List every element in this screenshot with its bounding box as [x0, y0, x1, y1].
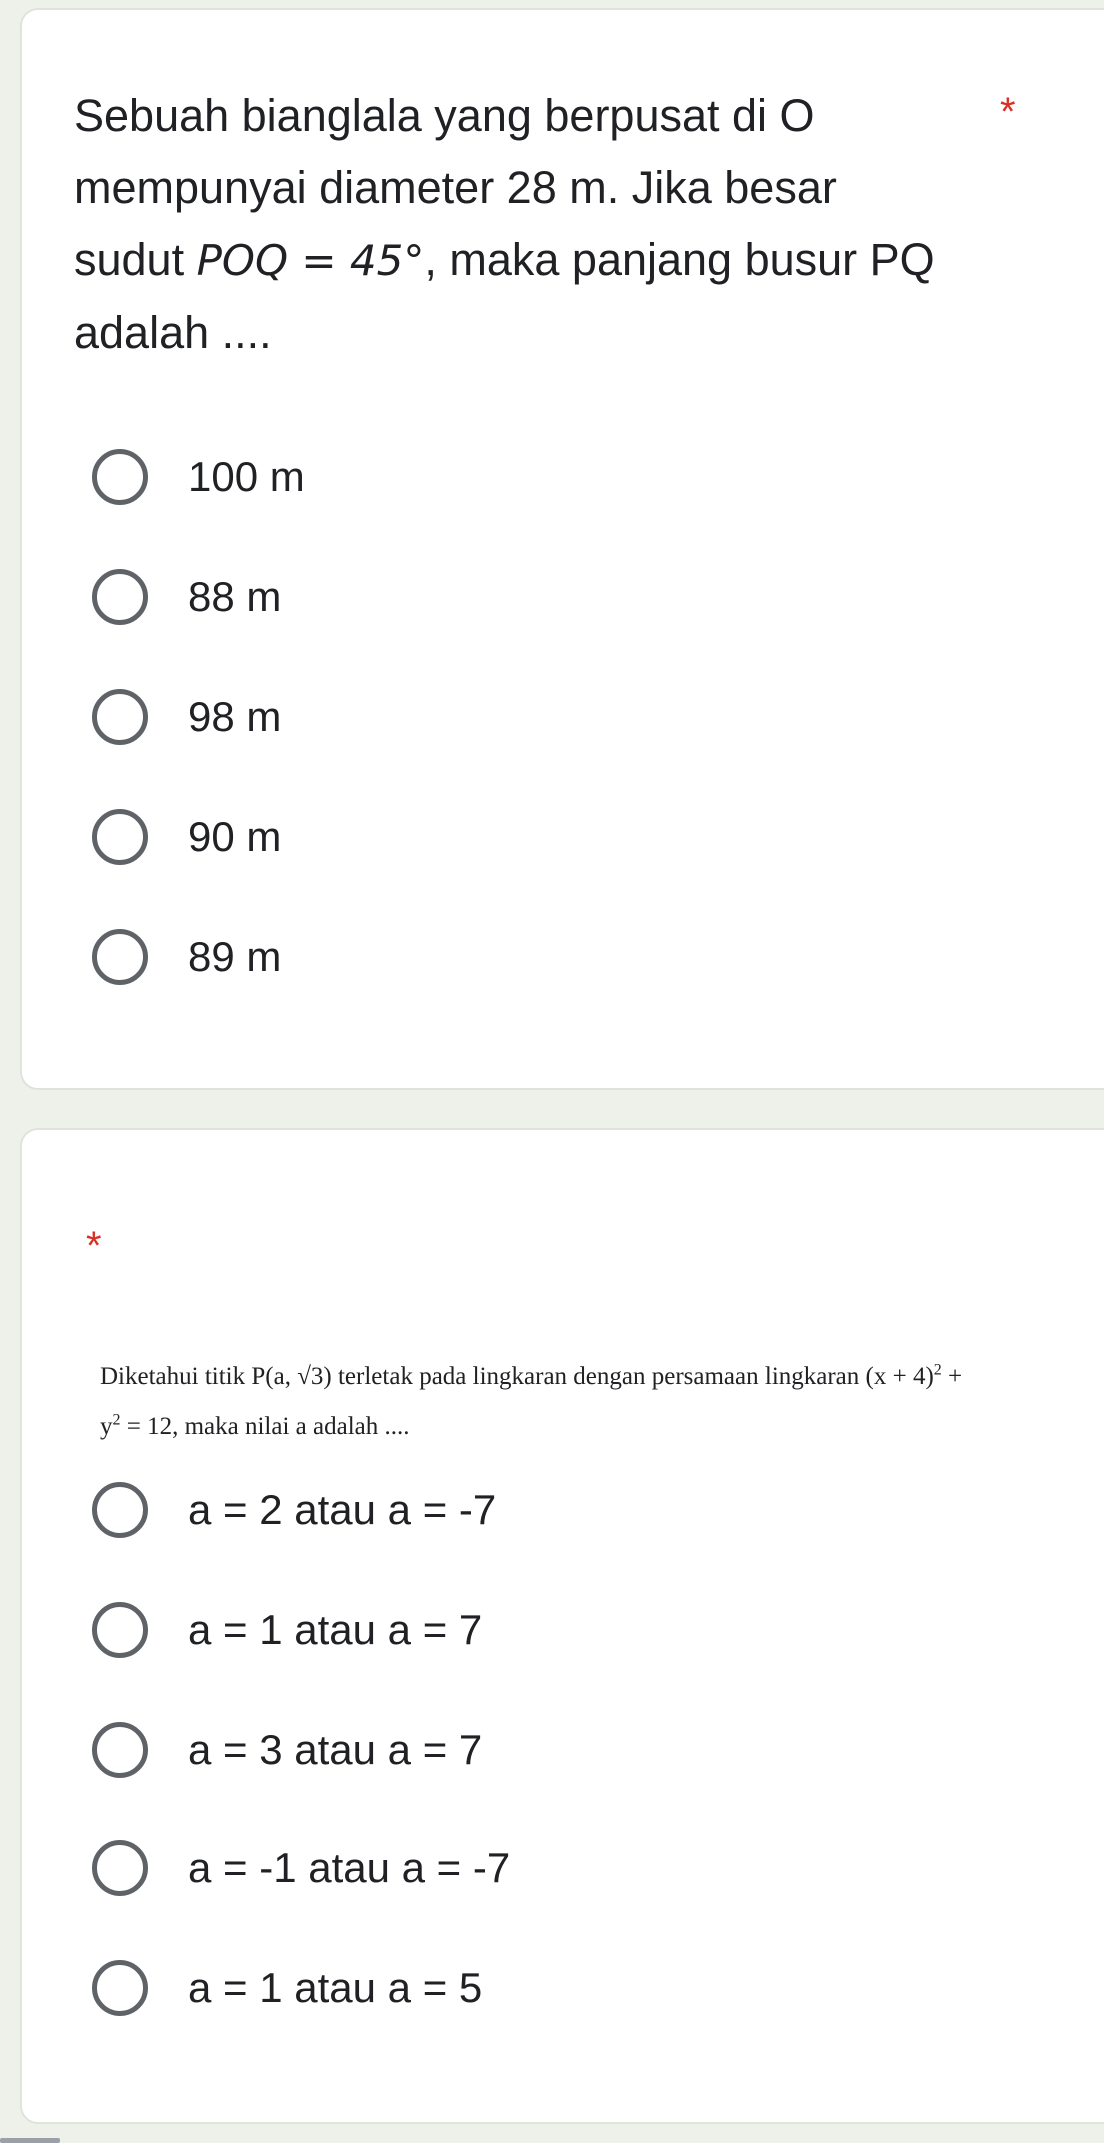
option-label: 89 m: [188, 933, 282, 980]
question-title-1: [74, 80, 994, 369]
radio-button-icon[interactable]: [92, 689, 148, 745]
radio-button-icon[interactable]: [92, 929, 148, 985]
exponent: 2: [112, 1411, 121, 1429]
radio-button-icon[interactable]: [92, 449, 148, 505]
radio-button-icon[interactable]: [92, 1722, 148, 1778]
question-2-line-1: Diketahui titik P(a, √3) terletak pada lingkaran dengan persamaan lingkaran (x + 4): [100, 1363, 934, 1390]
option-label: a = 1 atau a = 5: [188, 1964, 483, 2011]
question-1-line-3-pre: sudut: [74, 234, 197, 285]
radio-button-icon[interactable]: [92, 1482, 148, 1538]
option-a2-a-7[interactable]: [92, 1478, 496, 1542]
option-label: 98 m: [188, 693, 282, 740]
option-100m[interactable]: [92, 445, 305, 509]
option-a-1-a-7[interactable]: [92, 1836, 510, 1900]
question-title-2: [100, 1352, 1060, 1452]
radio-button-icon[interactable]: [92, 1840, 148, 1896]
option-label: a = 1 atau a = 7: [188, 1606, 483, 1653]
question-2-line-2: y: [100, 1413, 113, 1440]
required-asterisk: *: [1000, 90, 1016, 134]
option-89m[interactable]: [92, 925, 281, 989]
radio-button-icon[interactable]: [92, 1602, 148, 1658]
radio-button-icon[interactable]: [92, 1960, 148, 2016]
option-98m[interactable]: [92, 685, 281, 749]
option-label: 90 m: [188, 813, 282, 860]
option-label: a = -1 atau a = -7: [188, 1844, 511, 1891]
option-90m[interactable]: [92, 805, 281, 869]
question-1-line-3-post: , maka panjang busur PQ: [424, 234, 935, 285]
option-88m[interactable]: [92, 565, 281, 629]
question-1-line-2: mempunyai diameter 28 m. Jika besar: [74, 162, 837, 213]
option-label: 100 m: [188, 453, 305, 500]
question-1-line-1: Sebuah bianglala yang berpusat di O: [74, 90, 815, 141]
radio-button-icon[interactable]: [92, 569, 148, 625]
option-label: a = 2 atau a = -7: [188, 1486, 497, 1533]
option-a1-a5[interactable]: [92, 1956, 482, 2020]
question-1-line-4: adalah ....: [74, 307, 272, 358]
radio-button-icon[interactable]: [92, 809, 148, 865]
question-2-line-1-end: +: [941, 1363, 963, 1390]
option-label: 88 m: [188, 573, 282, 620]
option-label: a = 3 atau a = 7: [188, 1726, 483, 1773]
exponent: 2: [933, 1361, 942, 1379]
question-2-line-2-end: = 12, maka nilai a adalah ....: [120, 1413, 410, 1440]
option-a1-a7[interactable]: [92, 1598, 482, 1662]
option-a3-a7[interactable]: [92, 1718, 482, 1782]
question-1-formula: POQ = 45°: [196, 236, 425, 285]
scroll-indicator: [0, 2138, 60, 2143]
required-asterisk: *: [86, 1224, 102, 1268]
